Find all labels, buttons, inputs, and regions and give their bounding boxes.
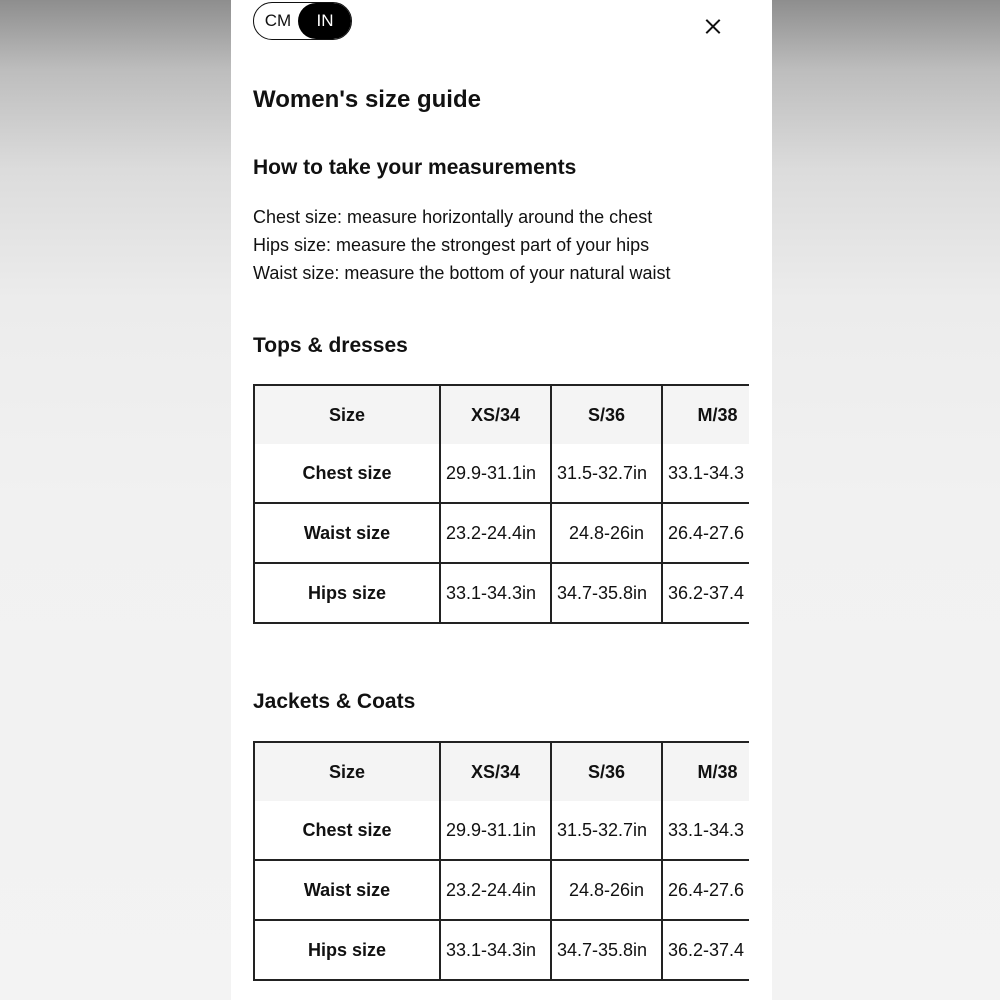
table-header-row — [255, 743, 749, 801]
table-cell: 34.7-35.8in — [551, 563, 662, 622]
table-row — [255, 920, 749, 979]
table-cell: 33.1-34.3in — [440, 563, 551, 622]
column-header: S/36 — [551, 743, 662, 801]
table-cell: 36.2-37.4 — [662, 563, 749, 622]
measurement-instructions — [253, 203, 671, 287]
table-cell: 33.1-34.3 — [662, 801, 749, 860]
unit-toggle[interactable] — [253, 2, 352, 40]
row-label: Waist size — [255, 503, 440, 563]
close-icon[interactable] — [699, 12, 727, 40]
table-row — [255, 563, 749, 622]
instruction-hips: Hips size: measure the strongest part of your hips — [253, 235, 650, 255]
table-cell: 29.9-31.1in — [440, 801, 551, 860]
row-label: Chest size — [255, 444, 440, 503]
jackets-coats-table[interactable] — [253, 741, 749, 981]
table-cell: 23.2-24.4in — [440, 860, 551, 920]
row-label: Hips size — [255, 920, 440, 979]
table-header-row — [255, 386, 749, 444]
table-cell: 29.9-31.1in — [440, 444, 551, 503]
table-cell: 24.8-26in — [551, 860, 662, 920]
instruction-chest: Chest size: measure horizontally around the chest — [253, 207, 653, 227]
measurements-heading: How to take your measurements — [253, 156, 577, 179]
table-row — [255, 444, 749, 503]
table-row — [255, 801, 749, 860]
column-header: XS/34 — [440, 386, 551, 444]
table-cell: 26.4-27.6 — [662, 860, 749, 920]
table-cell: 36.2-37.4 — [662, 920, 749, 979]
table-cell: 31.5-32.7in — [551, 444, 662, 503]
table-cell: 33.1-34.3 — [662, 444, 749, 503]
table-cell: 31.5-32.7in — [551, 801, 662, 860]
row-label: Waist size — [255, 860, 440, 920]
instruction-waist: Waist size: measure the bottom of your natural waist — [253, 263, 671, 283]
unit-option-in[interactable]: IN — [298, 3, 352, 39]
table-cell: 33.1-34.3in — [440, 920, 551, 979]
row-label: Chest size — [255, 801, 440, 860]
column-header: S/36 — [551, 386, 662, 444]
unit-option-cm[interactable]: CM — [264, 11, 292, 30]
table-cell: 23.2-24.4in — [440, 503, 551, 563]
jackets-coats-heading: Jackets & Coats — [253, 690, 416, 713]
column-header: M/38 — [662, 743, 749, 801]
column-header: Size — [255, 743, 440, 801]
table-cell: 34.7-35.8in — [551, 920, 662, 979]
column-header: M/38 — [662, 386, 749, 444]
size-guide-panel — [231, 0, 772, 1000]
page-title: Women's size guide — [253, 86, 481, 113]
tops-dresses-table[interactable] — [253, 384, 749, 624]
column-header: XS/34 — [440, 743, 551, 801]
column-header: Size — [255, 386, 440, 444]
table-row — [255, 503, 749, 563]
table-cell: 26.4-27.6 — [662, 503, 749, 563]
row-label: Hips size — [255, 563, 440, 622]
table-row — [255, 860, 749, 920]
tops-dresses-heading: Tops & dresses — [253, 334, 408, 357]
table-cell: 24.8-26in — [551, 503, 662, 563]
